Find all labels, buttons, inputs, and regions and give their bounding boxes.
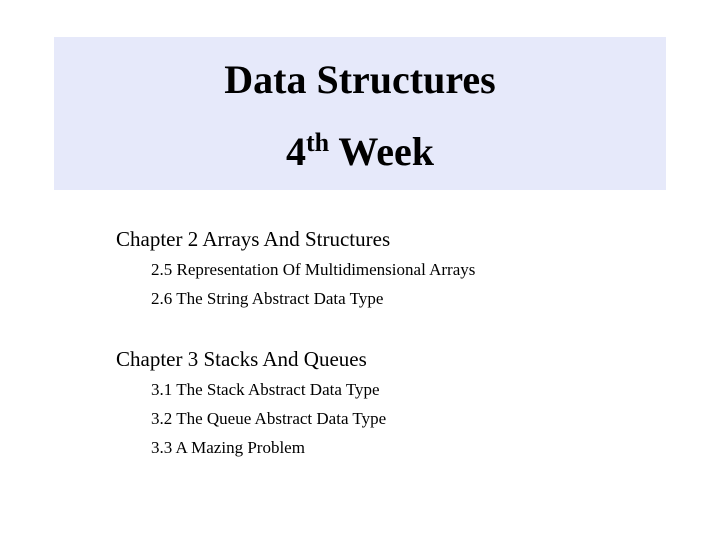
week-ordinal-suffix: th xyxy=(306,128,330,157)
week-word: Week xyxy=(338,129,434,174)
slide-subtitle xyxy=(0,128,720,176)
chapter-heading: Chapter 2 Arrays And Structures xyxy=(116,227,391,251)
chapter-heading: Chapter 3 Stacks And Queues xyxy=(116,347,367,371)
section-item: 2.6 The String Abstract Data Type xyxy=(151,289,384,308)
section-item: 2.5 Representation Of Multidimensional Arrays xyxy=(151,260,476,279)
section-item: 3.1 The Stack Abstract Data Type xyxy=(151,380,380,399)
slide-title: Data Structures xyxy=(224,57,496,102)
week-number: 4 xyxy=(286,129,307,174)
section-item: 3.2 The Queue Abstract Data Type xyxy=(151,409,387,428)
section-item: 3.3 A Mazing Problem xyxy=(151,438,305,457)
